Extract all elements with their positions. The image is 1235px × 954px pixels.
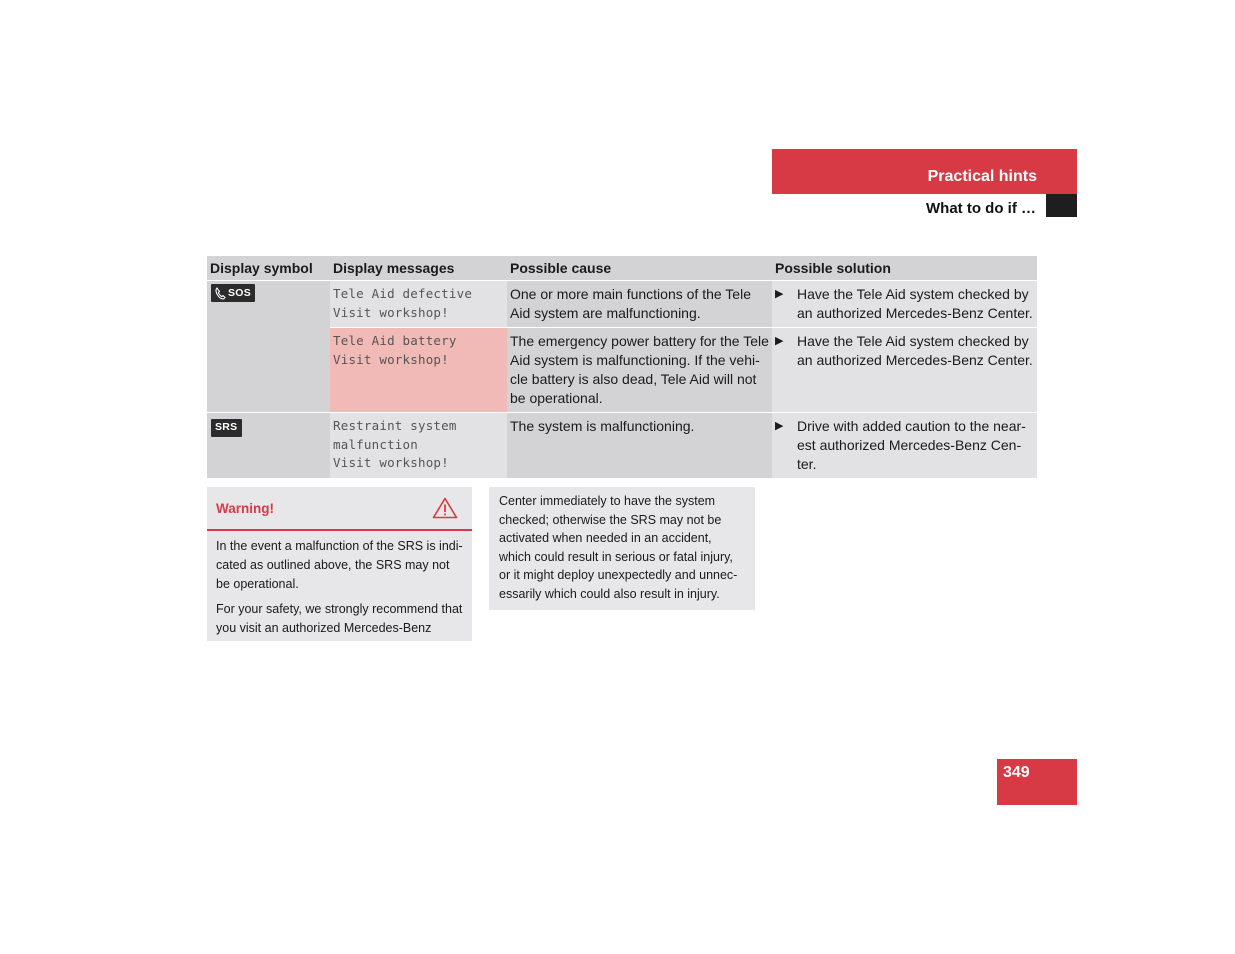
section-title: Practical hints — [927, 168, 1037, 185]
col-header-possible-solution: Possible solution — [772, 256, 1037, 281]
solution-text: Drive with added caution to the near-est authorized Mercedes-Benz Cen-ter. — [797, 418, 1026, 472]
phone-sos-icon — [215, 287, 227, 300]
message-line: Visit workshop! — [333, 351, 449, 367]
bullet-arrow-icon: ▶ — [775, 288, 784, 300]
possible-solution-cell — [772, 328, 1037, 413]
possible-solution-cell — [772, 413, 1037, 479]
message-line: Visit workshop! — [333, 455, 449, 470]
warning-paragraph: For your safety, we strongly recommend that you visit an authorized Mercedes-Benz — [216, 602, 463, 635]
sos-label: SOS — [228, 286, 252, 299]
srs-label: SRS — [215, 421, 238, 433]
display-message-cell — [330, 328, 507, 413]
page-number: 349 — [1003, 764, 1030, 781]
solution-text: Have the Tele Aid system checked by an authorized Mercedes-Benz Center. — [797, 333, 1033, 368]
srs-badge — [211, 419, 242, 437]
warning-continuation-text: Center immediately to have the system checked; otherwise the SRS may not be activated when needed in an accident, which could result in serious or fatal injury, or it might deploy unexpectedly and unnec-essarily which could also result in injury. — [499, 494, 738, 601]
possible-solution-cell — [772, 281, 1037, 328]
possible-cause-cell: The system is malfunctioning. — [507, 413, 772, 479]
display-symbol-cell — [207, 281, 330, 413]
col-header-display-symbol: Display symbol — [207, 256, 330, 281]
sos-badge — [211, 284, 255, 302]
solution-text: Have the Tele Aid system checked by an authorized Mercedes-Benz Center. — [797, 286, 1033, 321]
bullet-arrow-icon: ▶ — [775, 335, 784, 347]
warning-title: Warning! — [216, 501, 274, 516]
display-message-cell — [330, 413, 507, 479]
display-messages-table — [207, 256, 1037, 479]
display-symbol-cell — [207, 413, 330, 479]
subsection-marker — [1046, 194, 1077, 217]
table-row — [207, 328, 1037, 413]
warning-body — [207, 531, 472, 638]
message-line: Tele Aid defective — [333, 286, 473, 301]
table-row — [207, 413, 1037, 479]
page-number-tab — [997, 759, 1077, 805]
display-message-cell — [330, 281, 507, 328]
warning-triangle-icon — [432, 497, 458, 519]
warning-paragraph: In the event a malfunction of the SRS is indi-cated as outlined above, the SRS may not be operational. — [216, 539, 463, 591]
warning-continuation-box — [489, 487, 755, 610]
table-row — [207, 281, 1037, 328]
possible-cause-cell: One or more main functions of the Tele Aid system are malfunctioning. — [507, 281, 772, 328]
section-tab — [772, 149, 1077, 194]
col-header-possible-cause: Possible cause — [507, 256, 772, 281]
message-line: Tele Aid battery — [333, 333, 457, 348]
message-line: malfunction — [333, 436, 418, 452]
col-header-display-messages: Display messages — [330, 256, 507, 281]
message-line: Restraint system — [333, 418, 457, 433]
message-line: Visit workshop! — [333, 304, 449, 320]
possible-cause-cell: The emergency power battery for the Tele Aid system is malfunctioning. If the vehi-cle battery is also dead, Tele Aid will not be operational. — [507, 328, 772, 413]
warning-box — [207, 487, 472, 641]
warning-header — [207, 487, 472, 531]
table-header-row — [207, 256, 1037, 281]
subsection-title: What to do if … — [926, 200, 1036, 217]
bullet-arrow-icon: ▶ — [775, 420, 784, 432]
